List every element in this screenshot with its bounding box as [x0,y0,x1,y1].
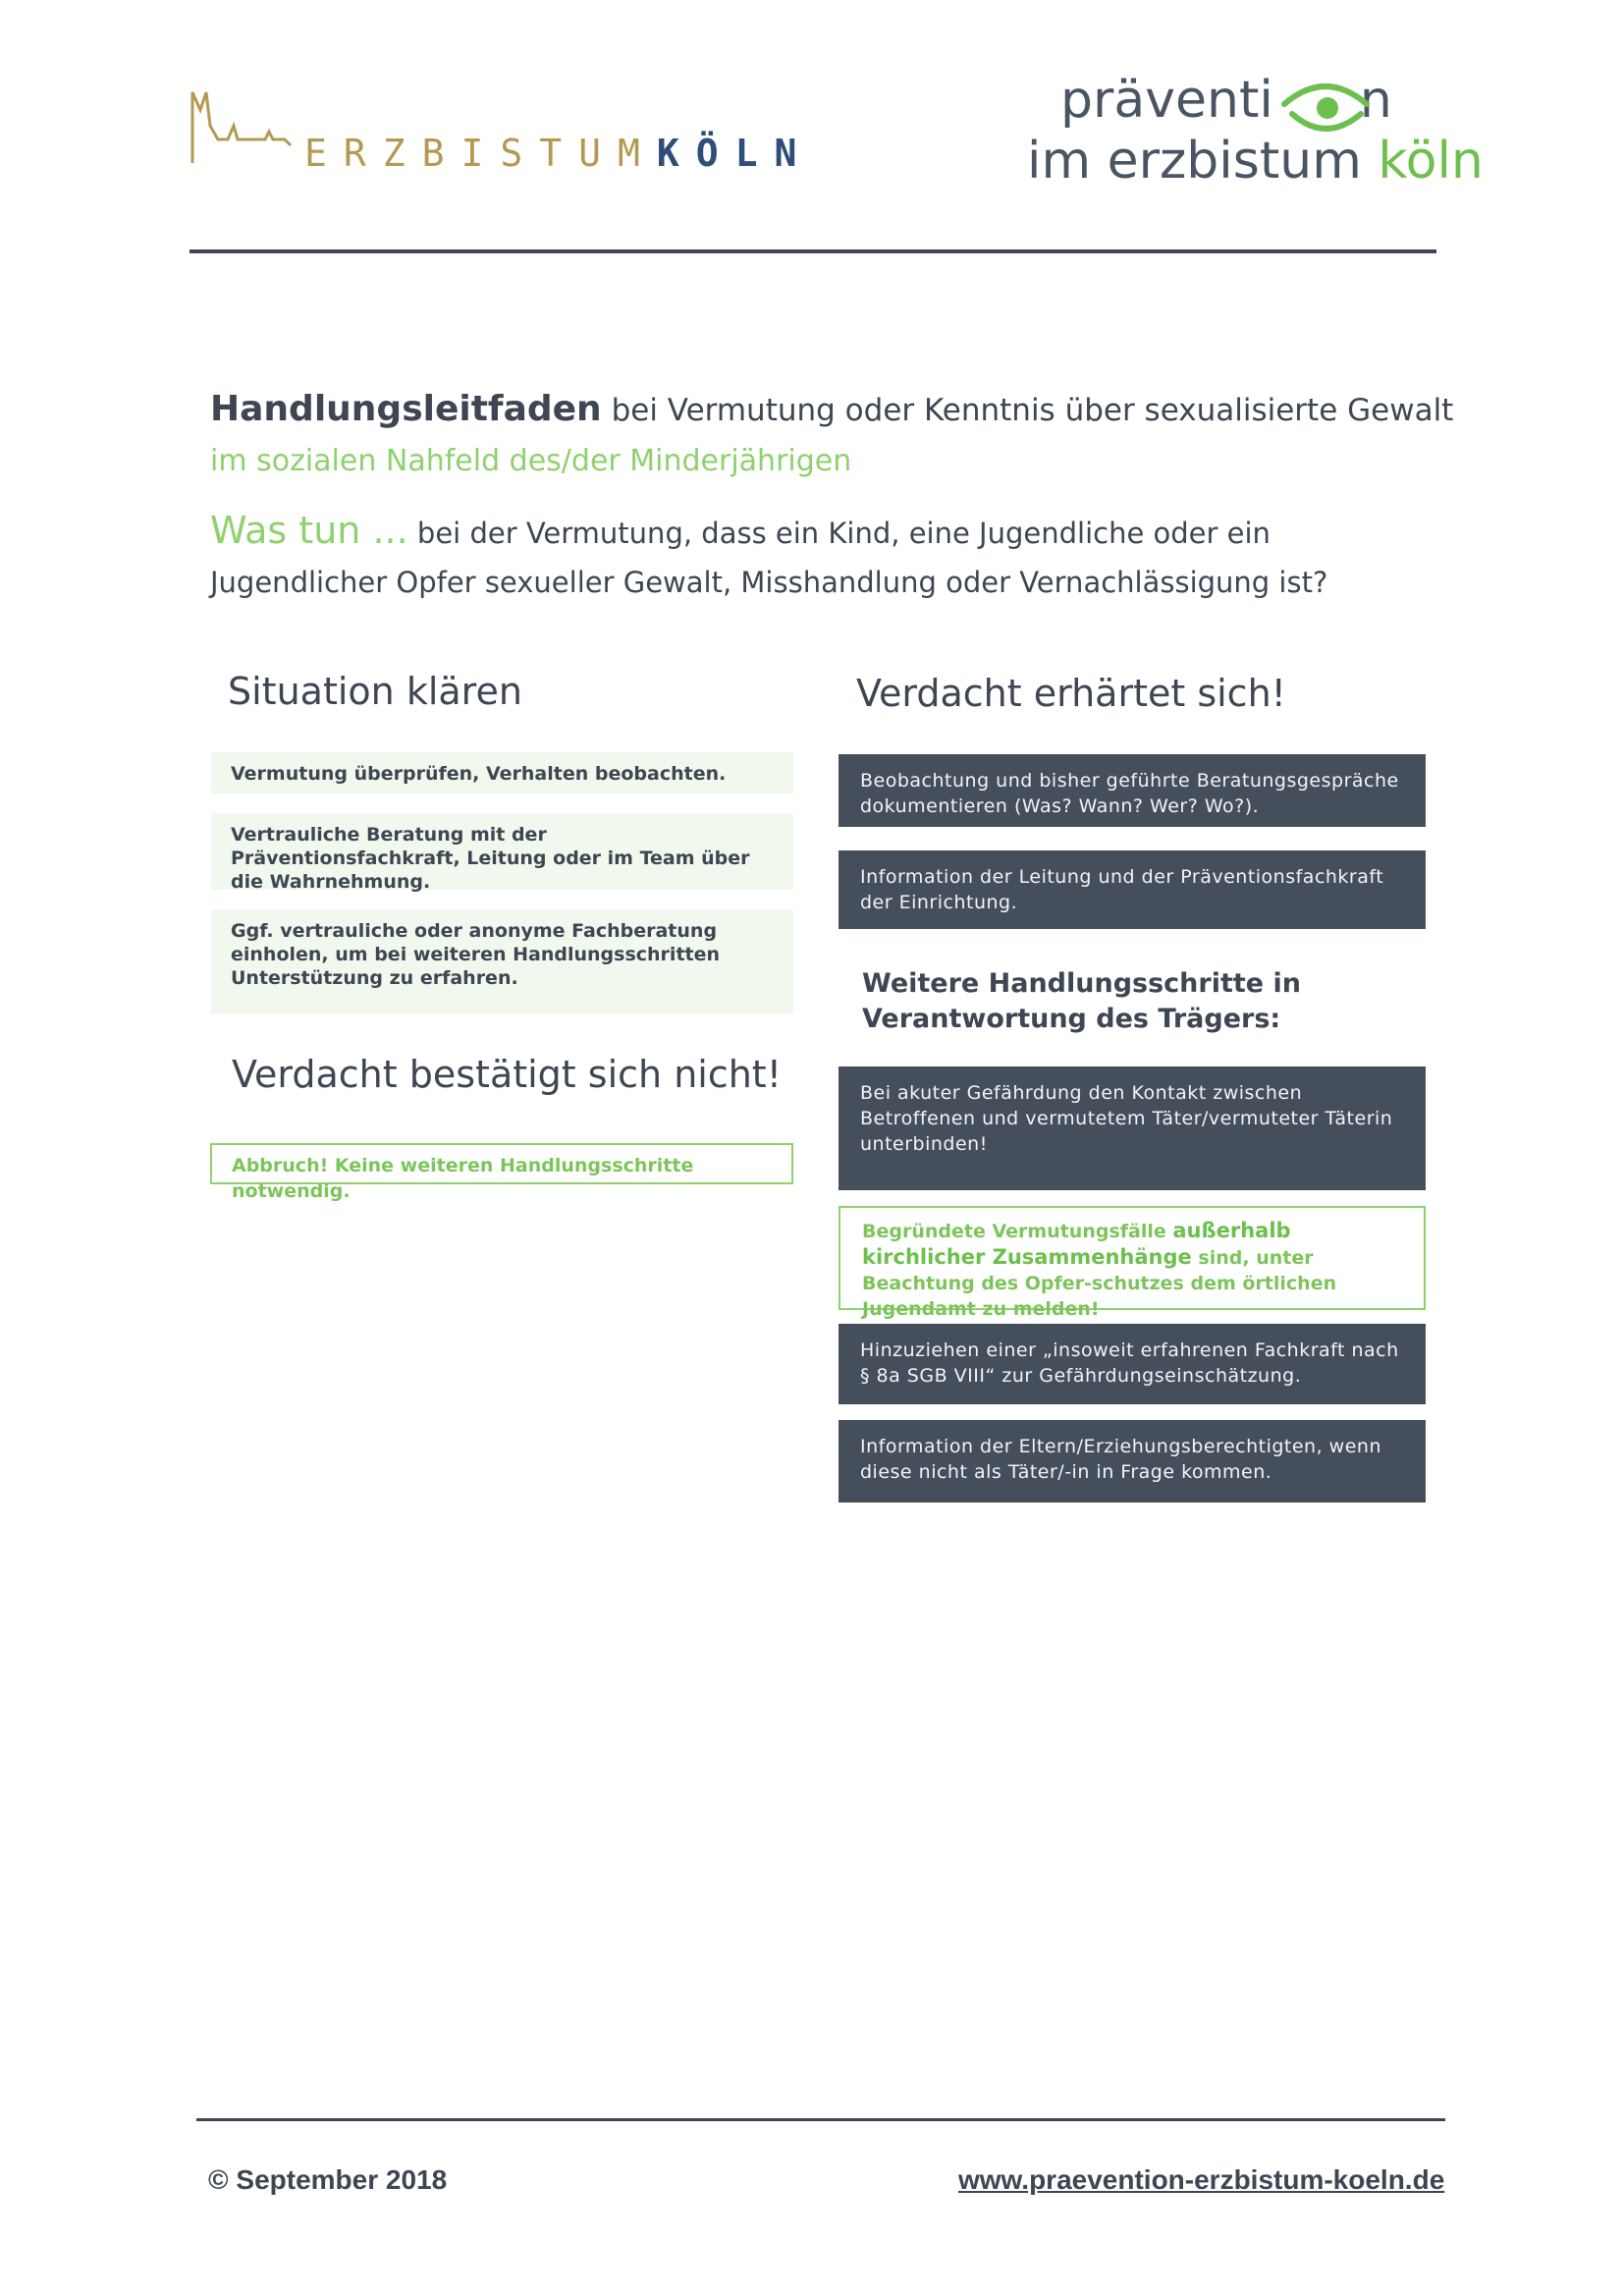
logo-word-koeln: KÖLN [656,132,814,175]
praevention-logo-text-d: köln [1378,132,1484,191]
heading-verdacht-nicht: Verdacht bestätigt sich nicht! [232,1053,782,1096]
erzbistum-koeln-logo [189,82,837,181]
footer-divider [196,2118,1445,2121]
box-jugendamt-melden [839,1206,1426,1320]
praevention-logo-text-b: n [1359,71,1392,130]
box-vertrauliche-beratung: Vertrauliche Beratung mit der Präventionsfachkraft, Leitung oder im Team über die Wahrnehmung. [211,813,793,890]
logo-wordmark [304,132,813,175]
title-line-1 [210,389,1453,429]
box-vermutung-pruefen: Vermutung überprüfen, Verhalten beobachten. [211,752,793,793]
box-akute-gefaehrdung: Bei akuter Gefährdung den Kontakt zwischen Betroffenen und vermutetem Täter/vermuteter Täterin unterbinden! [839,1066,1426,1190]
box-fachberatung: Ggf. vertrauliche oder anonyme Fachberatung einholen, um bei weiteren Handlungsschritten Unterstützung zu erfahren. [211,909,793,1013]
title-line-4: Jugendlicher Opfer sexueller Gewalt, Misshandlung oder Vernachlässigung ist? [210,566,1328,599]
praevention-logo-line2 [1027,132,1484,191]
box-fachkraft-hinzuziehen: Hinzuziehen einer „insoweit erfahrenen Fachkraft nach § 8a SGB VIII“ zur Gefährdungseinschätzung. [839,1324,1426,1404]
box-jugendamt-text-b: sind, unter Beachtung des Opfer-schutzes dem örtlichen Jugendamt zu melden! [862,1247,1337,1320]
box-information-leitung: Information der Leitung und der Präventionsfachkraft der Einrichtung. [839,850,1426,929]
box-jugendamt-highlight: außerhalb kirchlicher Zusammenhänge [862,1219,1291,1269]
box-abbruch: Abbruch! Keine weiteren Handlungsschritte notwendig. [210,1143,793,1184]
title-line-2: im sozialen Nahfeld des/der Minderjährigen [210,444,852,478]
box-information-eltern: Information der Eltern/Erziehungsberechtigten, wenn diese nicht als Täter/-in in Frage kommen. [839,1420,1426,1503]
title-line1-rest: bei Vermutung oder Kenntnis über sexualisierte Gewalt [611,393,1454,428]
header-divider [189,249,1436,253]
subheading-traeger [862,966,1301,1037]
title-bold: Handlungsleitfaden [210,389,602,429]
praevention-logo-text-a: präventi [1060,71,1273,130]
cathedral-skyline-icon [189,82,306,171]
subheading-line-2: Verantwortung des Trägers: [862,1004,1281,1034]
praevention-logo-text-c: im erzbistum [1027,132,1362,191]
title-was-tun: Was tun ... [210,509,408,552]
footer-website-link[interactable]: www.praevention-erzbistum-koeln.de [958,2164,1445,2195]
praevention-logo [1021,71,1484,208]
box-jugendamt-text-a: Begründete Vermutungsfälle [862,1221,1166,1242]
heading-situation-klaeren: Situation klären [228,670,522,713]
footer-copyright: © September 2018 [208,2164,448,2195]
subheading-line-1: Weitere Handlungsschritte in [862,968,1301,999]
title-line3-rest: bei der Vermutung, dass ein Kind, eine Jugendliche oder ein [416,517,1271,550]
logo-word-erzbistum: ERZBISTUM [304,132,657,175]
box-dokumentieren: Beobachtung und bisher geführte Beratungsgespräche dokumentieren (Was? Wann? Wer? Wo?). [839,754,1426,827]
heading-verdacht-erhaertet: Verdacht erhärtet sich! [856,672,1286,715]
title-line-3 [210,509,1271,552]
